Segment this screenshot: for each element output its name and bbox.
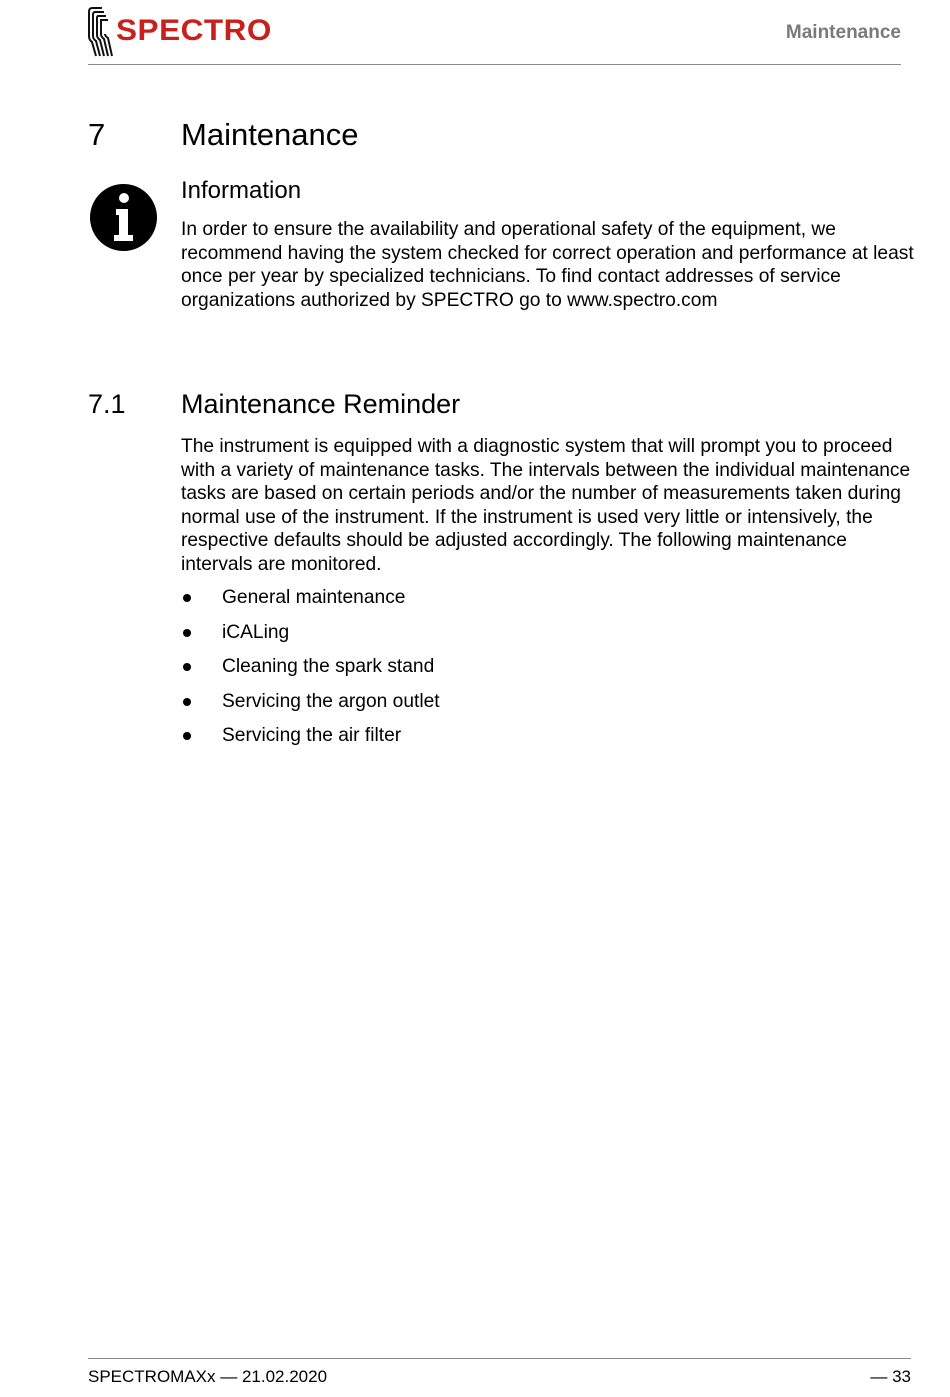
section-paragraph: The instrument is equipped with a diagnostic system that will prompt you to proceed with a variety of maintenance tasks. The intervals between the individual maintenance tasks are based on certain periods and/or the number of measurements taken during normal use of the instrument. If the instrument is used very little or intensively, the respective defaults should be adjusted accordingly. The following maintenance intervals are monitored. <box>181 436 911 575</box>
info-icon <box>89 183 158 252</box>
info-heading: Information <box>181 177 302 204</box>
list-item-text: iCALing <box>222 621 290 643</box>
logo-mark-icon <box>88 6 118 58</box>
running-header: Maintenance <box>785 22 901 43</box>
info-paragraph: In order to ensure the availability and operational safety of the equipment, we recommend having the system checked for correct operation and performance at least once per year by specialized technicians. To find contact addresses of service organizations authorized by SPECTRO go to www.spectro.com <box>181 219 914 311</box>
footer-doc-info: SPECTROMAXx — 21.02.2020 <box>88 1367 328 1386</box>
bullet-icon <box>183 698 191 706</box>
section-title: Maintenance Reminder <box>181 389 461 419</box>
logo-wordmark: SPECTRO <box>116 14 272 47</box>
bullet-icon <box>183 663 191 671</box>
chapter-title: Maintenance <box>181 117 359 152</box>
chapter-number: 7 <box>88 117 106 152</box>
header-divider <box>88 64 901 65</box>
list-item-text: Servicing the argon outlet <box>222 690 440 712</box>
spectro-logo <box>88 6 270 58</box>
list-item-text: Cleaning the spark stand <box>222 656 435 677</box>
bullet-icon <box>183 629 191 637</box>
section-number: 7.1 <box>88 389 126 419</box>
footer-divider <box>88 1358 911 1359</box>
bullet-icon <box>183 594 191 602</box>
page-number: — 33 <box>870 1367 911 1386</box>
list-item-text: Servicing the air filter <box>222 725 402 746</box>
list-item-text: General maintenance <box>222 587 406 608</box>
bullet-icon <box>183 732 191 740</box>
